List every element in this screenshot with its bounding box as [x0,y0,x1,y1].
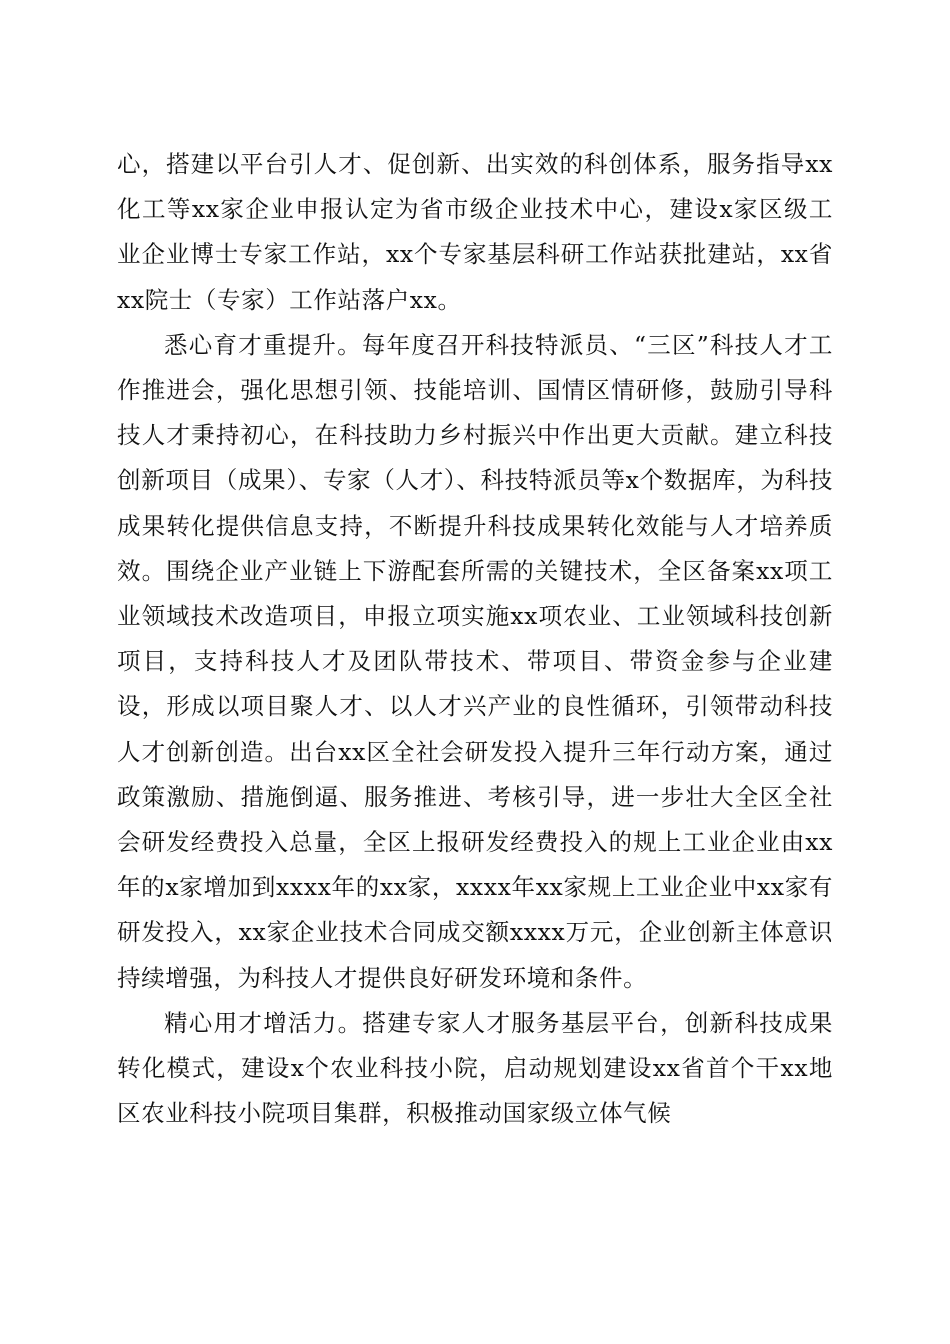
paragraph-talent-cultivation: 悉心育才重提升。每年度召开科技特派员、“三区”科技人才工作推进会，强化思想引领、技能培训、国情区情研修，鼓励引导科技人才秉持初心，在科技助力乡村振兴中作出更大贡献。建立科技创新项目（成果）、专家（人才）、科技特派员等x个数据库，为科技成果转化提供信息支持，不断提升科技成果转化效能与人才培养质效。围绕企业产业链上下游配套所需的关键技术，全区备案xx项工业领域技术改造项目，申报立项实施xx项农业、工业领域科技创新项目，支持科技人才及团队带技术、带项目、带资金参与企业建设，形成以项目聚人才、以人才兴产业的良性循环，引领带动科技人才创新创造。出台xx区全社会研发投入提升三年行动方案，通过政策激励、措施倒逼、服务推进、考核引导，进一步壮大全区全社会研发经费投入总量，全区上报研发经费投入的规上工业企业由xx年的x家增加到xxxx年的xx家，xxxx年xx家规上工业企业中xx家有研发投入，xx家企业技术合同成交额xxxx万元，企业创新主体意识持续增强，为科技人才提供良好研发环境和条件。 [117,330,833,992]
paragraph-talent-utilization: 精心用才增活力。搭建专家人才服务基层平台，创新科技成果转化模式，建设x个农业科技小院，启动规划建设xx省首个干xx地区农业科技小院项目集群，积极推动国家级立体气候 [117,1008,833,1128]
body-text [117,142,833,1136]
paragraph-continuation: 心，搭建以平台引人才、促创新、出实效的科创体系，服务指导xx化工等xx家企业申报认定为省市级企业技术中心，建设x家区级工业企业博士专家工作站，xx个专家基层科研工作站获批建站，xx省xx院士（专家）工作站落户xx。 [117,150,833,314]
